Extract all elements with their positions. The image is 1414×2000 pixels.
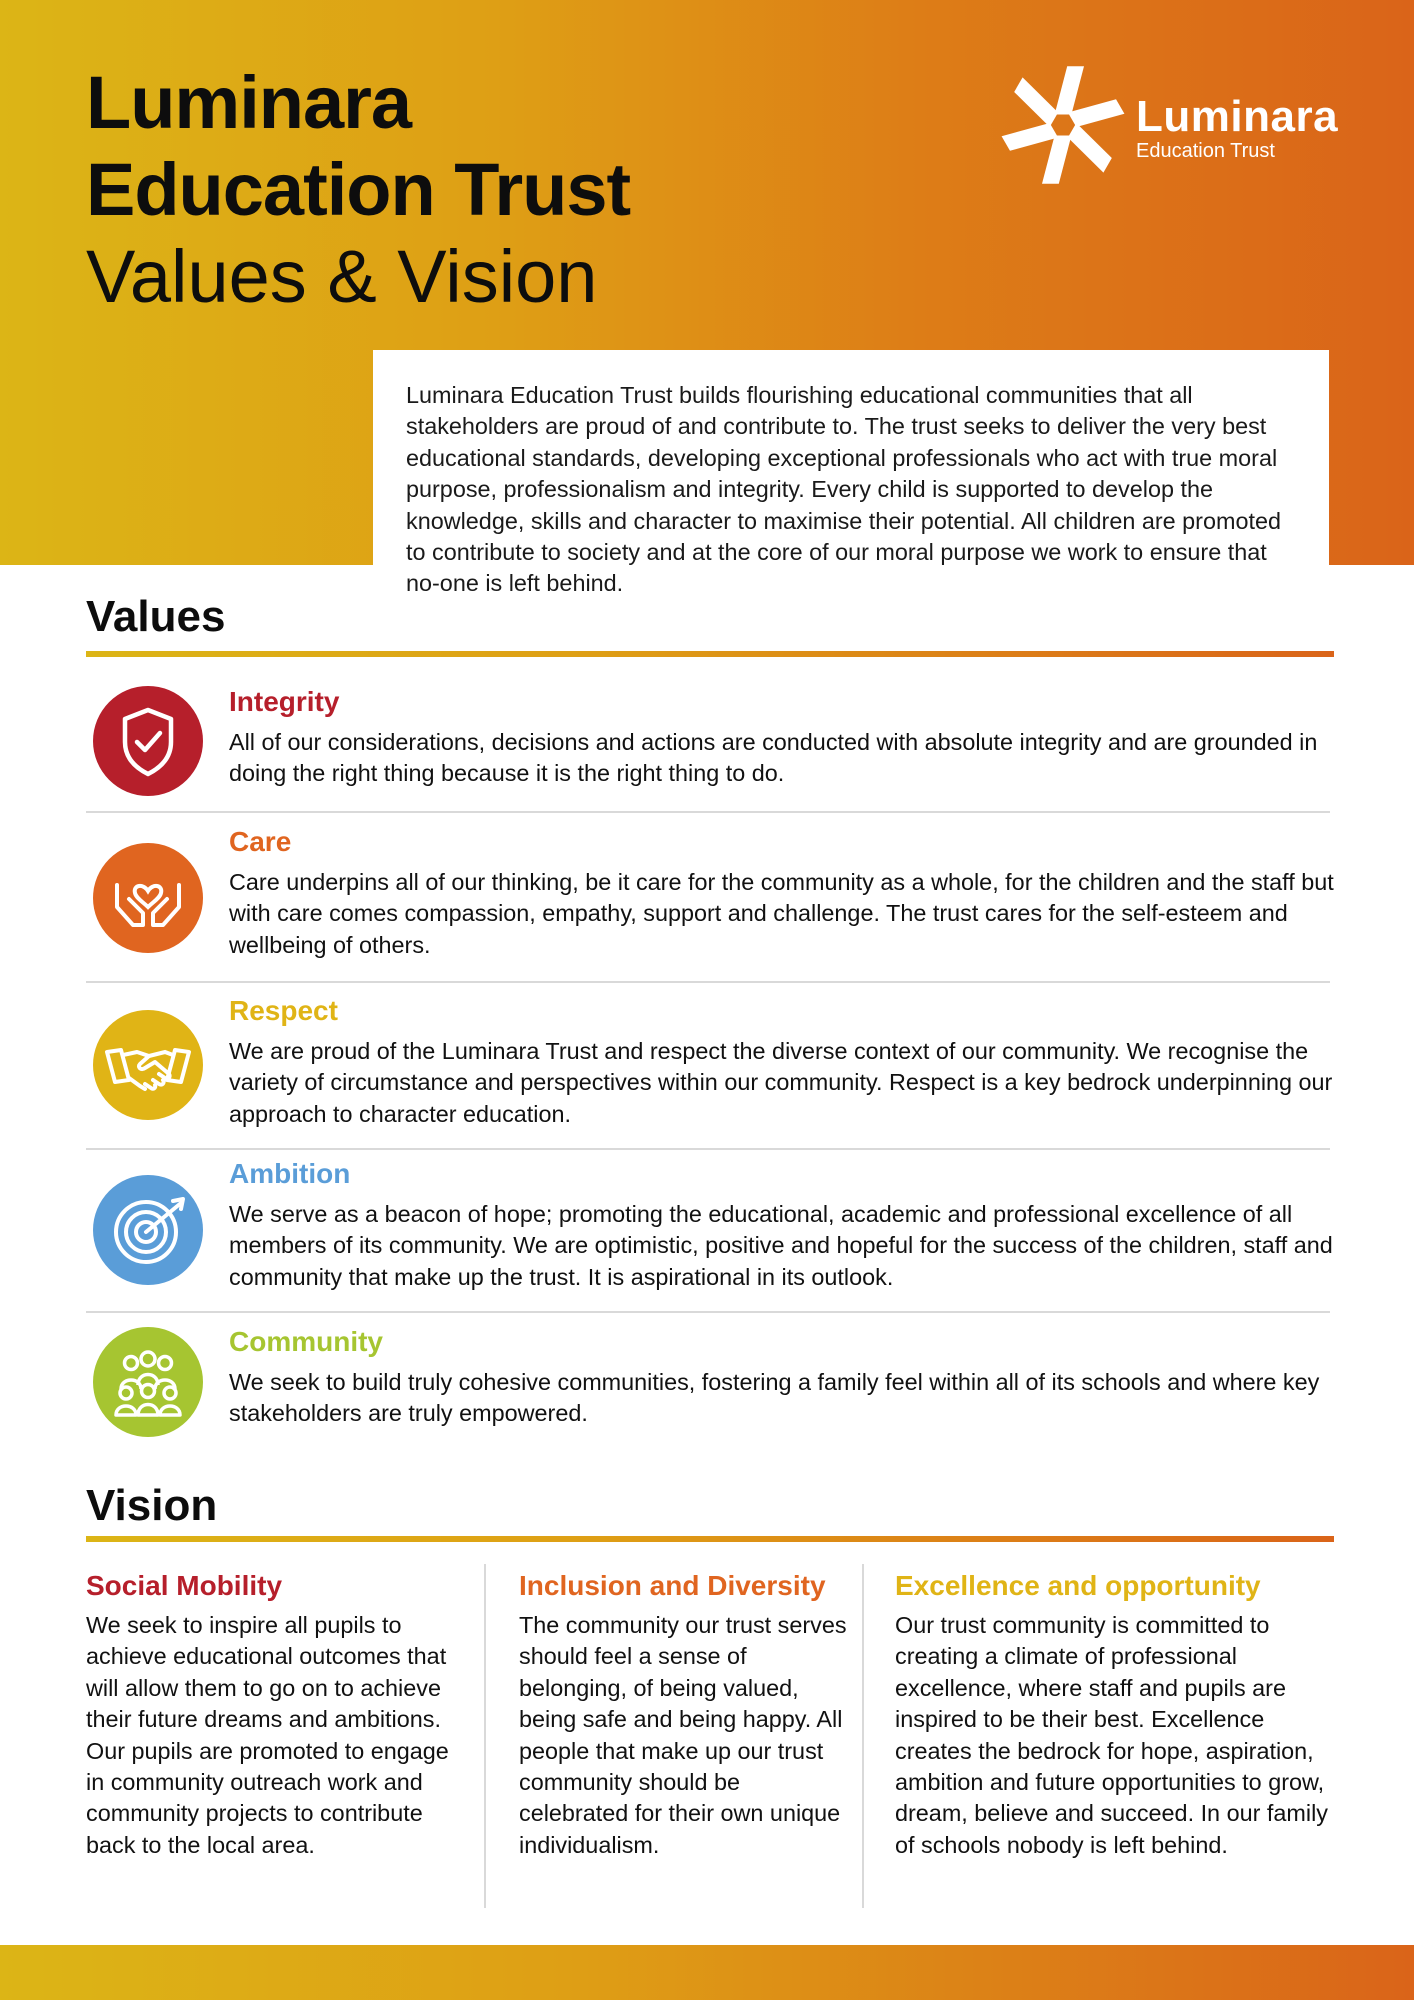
value-care (86, 813, 1334, 978)
value-text: Care underpins all of our thinking, be it care for the community as a whole, for the children and the staff but with care comes compassion, empathy, support and challenge. The trust cares for the self-esteem and wellbeing of others. (229, 869, 1334, 958)
intro-text: Luminara Education Trust builds flourishing educational communities that all stakeholders are proud of and contribute to. The trust seeks to deliver the very best educational standards, developing exceptional professionals who act with true moral purpose, professionalism and integrity. Every child is supported to develop the knowledge, skills and character to maximise their potential. All children are promoted to contribute to society and at the core of our moral purpose we work to ensure that no-one is left behind. (406, 382, 1281, 597)
title-line-1: Luminara (86, 61, 412, 144)
intro-box (373, 350, 1329, 610)
vision-inclusion-diversity (519, 1570, 849, 1861)
vision-social-mobility (86, 1570, 466, 1861)
vision-text: We seek to inspire all pupils to achieve educational outcomes that will allow them to go on to achieve their future dreams and ambitions. Our pupils are promoted to engage in community outreach work and community projects to contribute back to the local area. (86, 1612, 449, 1858)
value-text: We seek to build truly cohesive communities, fostering a family feel within all of its schools and where key stakeholders are truly empowered. (229, 1369, 1320, 1427)
value-respect (86, 983, 1333, 1148)
logo (1000, 62, 1340, 192)
page-title (86, 61, 631, 318)
value-integrity (86, 674, 1330, 804)
people-group-icon (93, 1327, 203, 1437)
logo-subtitle: Education Trust (1136, 140, 1275, 162)
value-title: Care (229, 826, 292, 857)
vision-title: Social Mobility (86, 1570, 283, 1601)
vision-text: Our trust community is committed to creating a climate of professional excellence, where staff and pupils are inspired to be their best. Excellence creates the bedrock for hope, aspiration, ambition and future opportunities to grow, dream, believe and succeed. In our family of schools nobody is left behind. (895, 1612, 1328, 1858)
values-heading: Values (86, 592, 226, 641)
value-title: Ambition (229, 1158, 351, 1189)
target-icon (93, 1175, 203, 1285)
column-divider (862, 1564, 864, 1908)
value-community (86, 1313, 1330, 1453)
values-rule (86, 651, 1334, 657)
value-ambition (86, 1150, 1333, 1310)
vision-title: Excellence and opportunity (895, 1570, 1261, 1601)
column-divider (484, 1564, 486, 1908)
logo-name: Luminara (1136, 92, 1339, 141)
hands-heart-icon (93, 843, 203, 953)
value-text: All of our considerations, decisions and actions are conducted with absolute integrity and are grounded in doing the right thing because it is the right thing to do. (229, 729, 1318, 787)
vision-heading: Vision (86, 1481, 218, 1530)
handshake-icon (93, 1010, 203, 1120)
pinwheel-icon (1000, 62, 1126, 188)
value-title: Integrity (229, 686, 340, 717)
vision-excellence-opportunity (895, 1570, 1335, 1861)
value-title: Respect (229, 995, 338, 1026)
footer-bar (0, 1945, 1414, 2000)
value-text: We serve as a beacon of hope; promoting the educational, academic and professional excellence of all members of its community. We are optimistic, positive and hopeful for the success of the children, staff and community that make up the trust. It is aspirational in its outlook. (229, 1201, 1333, 1290)
value-text: We are proud of the Luminara Trust and respect the diverse context of our community. We recognise the variety of circumstance and perspectives within our community. Respect is a key bedrock underpinning our approach to character education. (229, 1038, 1333, 1127)
title-line-2: Education Trust (86, 148, 631, 231)
vision-rule (86, 1536, 1334, 1542)
value-title: Community (229, 1326, 383, 1357)
vision-title: Inclusion and Diversity (519, 1570, 826, 1601)
vision-text: The community our trust serves should feel a sense of belonging, of being valued, being safe and being happy. All people that make up our trust community should be celebrated for their own unique individualism. (519, 1612, 847, 1858)
title-line-3: Values & Vision (86, 235, 598, 318)
shield-check-icon (93, 686, 203, 796)
